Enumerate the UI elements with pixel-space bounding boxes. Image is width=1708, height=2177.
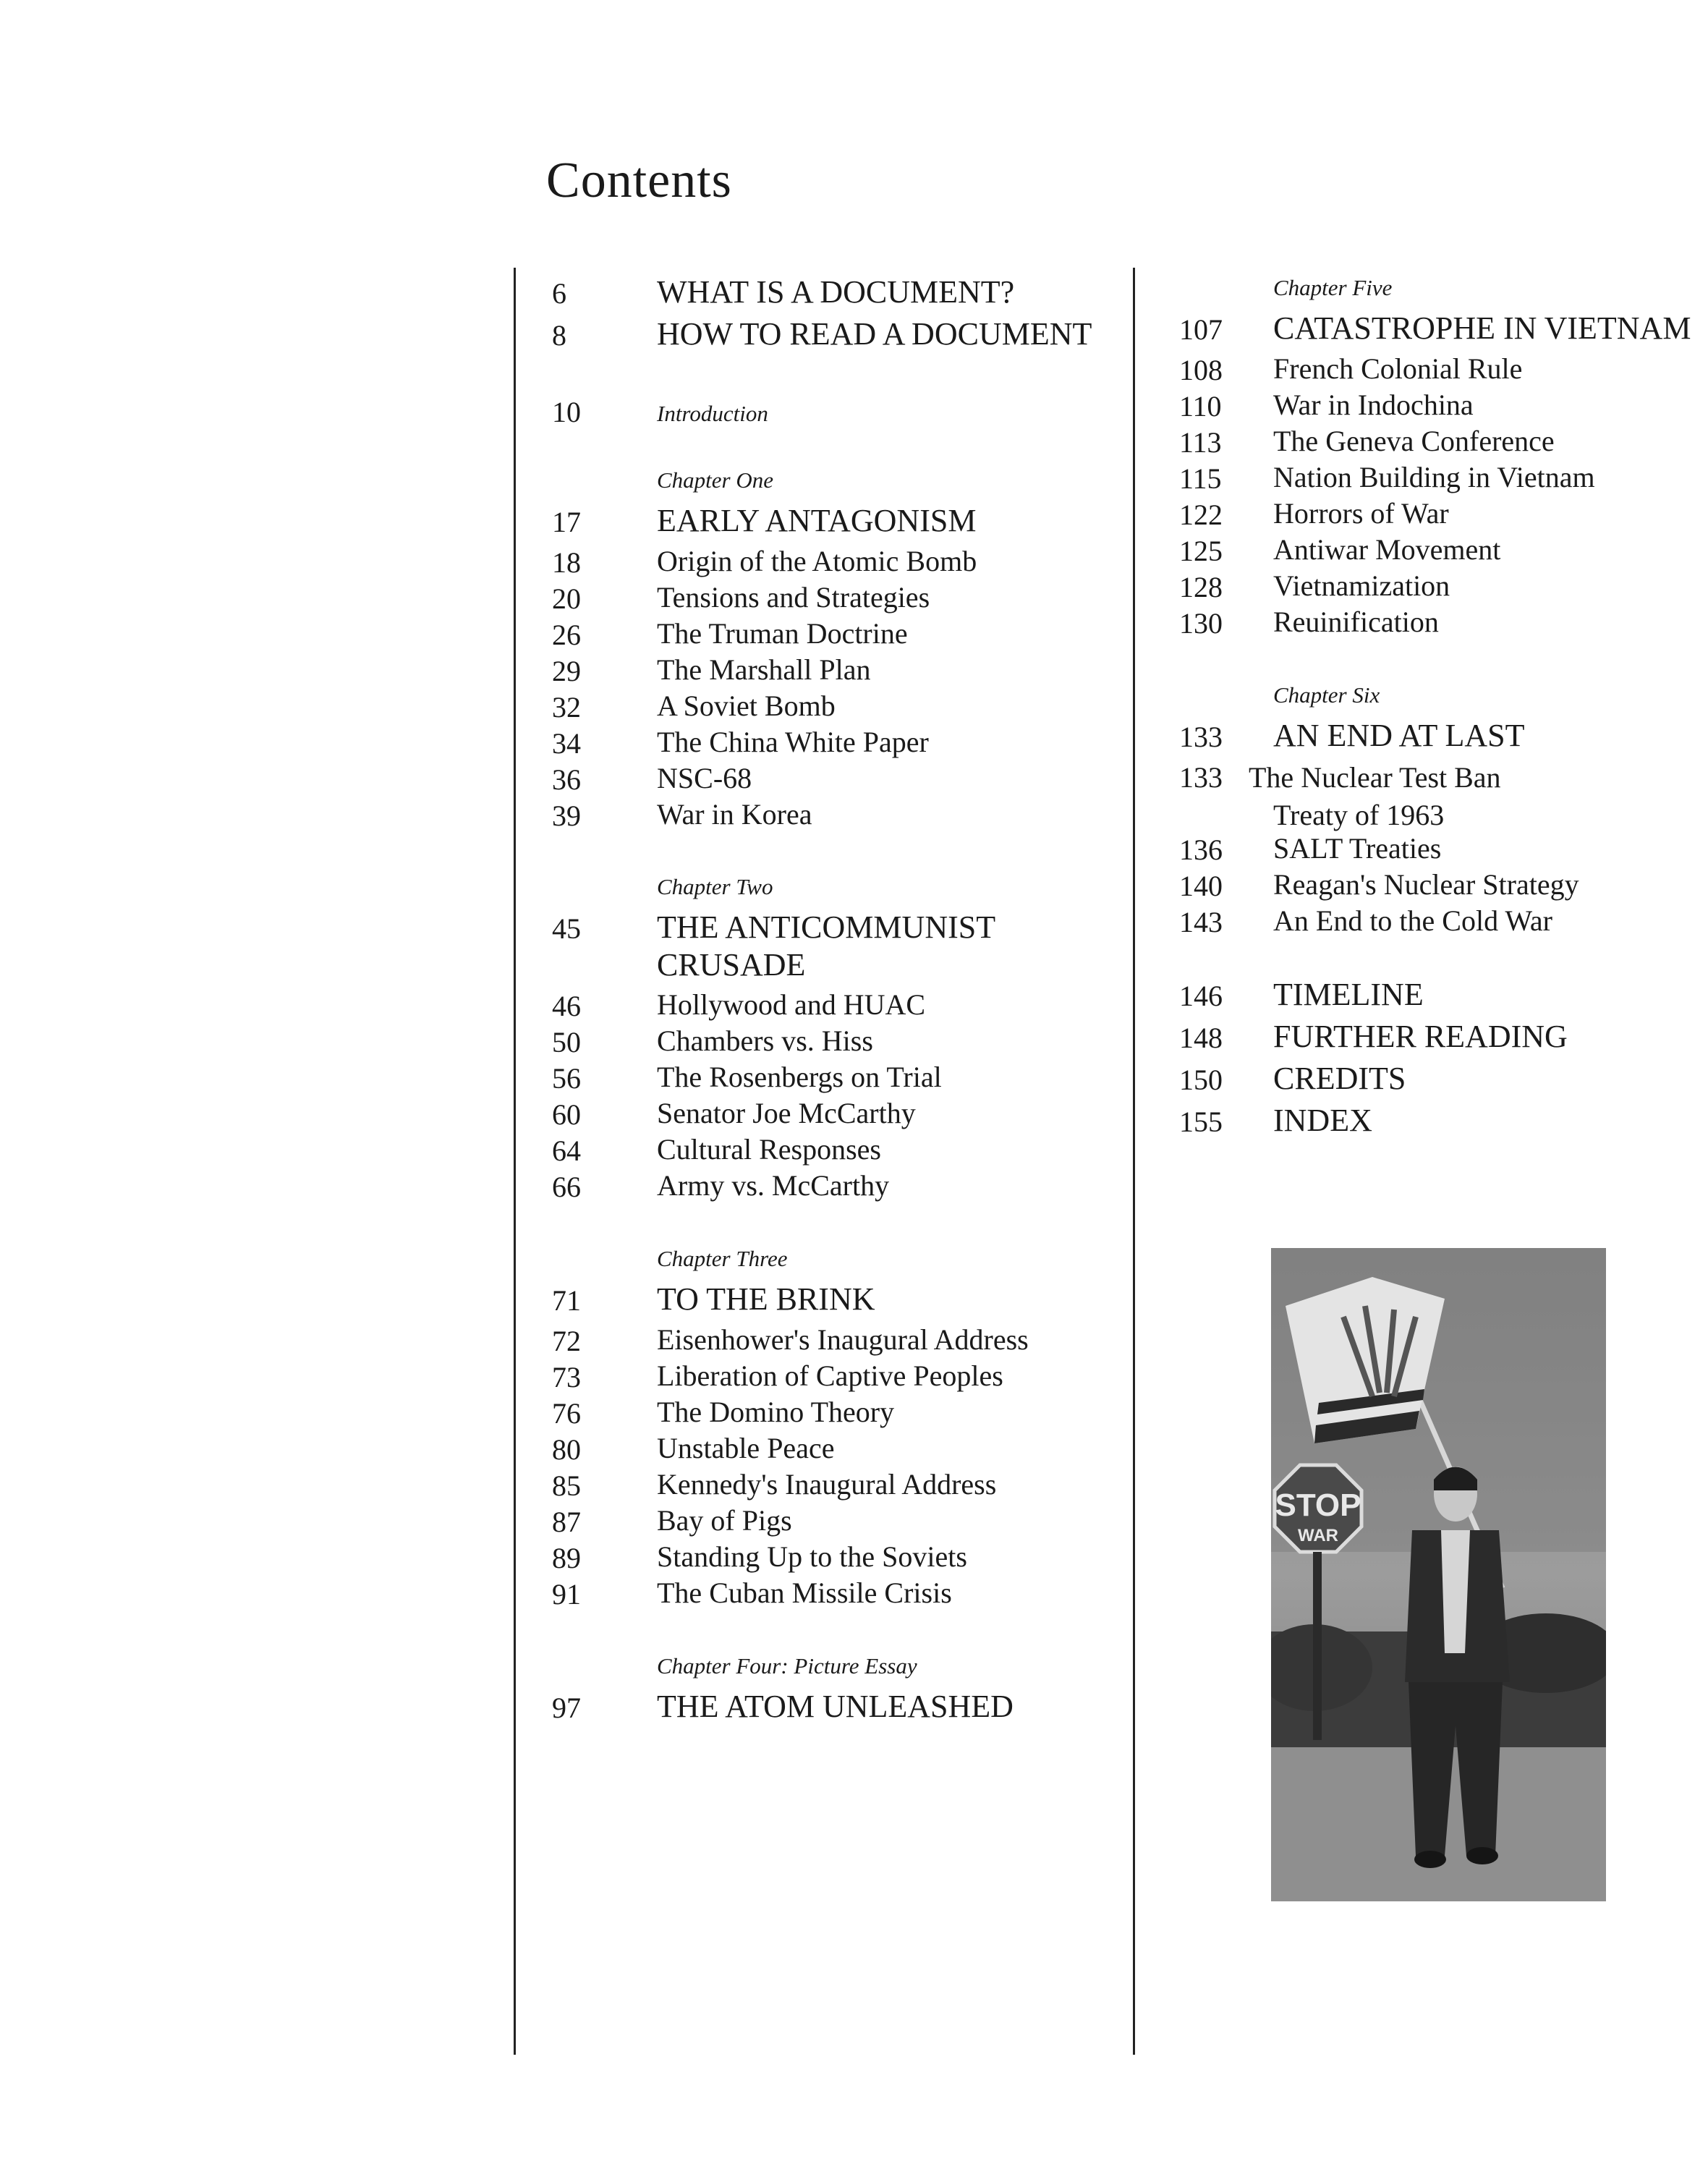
section-title: INDEX (1273, 1103, 1372, 1138)
subsection-title: Army vs. McCarthy (657, 1169, 890, 1202)
page-number: 17 (552, 506, 581, 538)
subsection-title: Nation Building in Vietnam (1273, 461, 1595, 493)
page-number: 46 (552, 990, 581, 1022)
subsection-title: The Nuclear Test Ban Treaty of 1963 (1249, 761, 1501, 831)
subsection-title: War in Indochina (1273, 389, 1474, 421)
page-number: 66 (552, 1171, 581, 1203)
subsection-title: Vietnamization (1273, 569, 1450, 602)
subsection-title: Reagan's Nuclear Strategy (1273, 868, 1579, 901)
subsection-title: Standing Up to the Soviets (657, 1540, 967, 1573)
page-number: 39 (552, 799, 581, 832)
page-number: 125 (1179, 535, 1223, 567)
chapter-label: Chapter One (657, 467, 774, 493)
left-column-rule (514, 268, 516, 2055)
page-number: 143 (1179, 906, 1223, 938)
page-number: 80 (552, 1433, 581, 1466)
subsection-title: A Soviet Bomb (657, 689, 836, 722)
section-title: TO THE BRINK (657, 1281, 875, 1317)
section-title: THE ANTICOMMUNIST CRUSADE (657, 909, 995, 983)
subsection-title: Hollywood and HUAC (657, 988, 926, 1021)
page-number: 91 (552, 1578, 581, 1611)
section-title: TIMELINE (1273, 977, 1424, 1012)
page-number: 45 (552, 912, 581, 945)
section-title: CATASTROPHE IN VIETNAM (1273, 310, 1691, 346)
page-number: 20 (552, 582, 581, 615)
page-title: Contents (546, 153, 732, 208)
subsection-title: The Marshall Plan (657, 653, 871, 686)
section-title: THE ATOM UNLEASHED (657, 1689, 1014, 1724)
subsection-title: Senator Joe McCarthy (657, 1097, 916, 1129)
chapter-label: Chapter Six (1273, 682, 1380, 708)
page-number: 107 (1179, 313, 1223, 346)
subsection-title: Origin of the Atomic Bomb (657, 545, 977, 577)
page-number: 76 (552, 1397, 581, 1430)
page-number: 64 (552, 1134, 581, 1167)
subsection-title: Cultural Responses (657, 1133, 881, 1166)
page-number: 56 (552, 1062, 581, 1095)
subsection-title: The China White Paper (657, 726, 929, 758)
subsection-title: The Geneva Conference (1273, 425, 1555, 457)
section-title: FURTHER READING (1273, 1019, 1568, 1054)
subsection-title: The Rosenbergs on Trial (657, 1061, 942, 1093)
page-number: 26 (552, 619, 581, 651)
page-number: 97 (552, 1692, 581, 1724)
page-number: 113 (1179, 426, 1222, 459)
subsection-title: Chambers vs. Hiss (657, 1024, 873, 1057)
chapter-label: Introduction (657, 401, 768, 426)
page-number: 29 (552, 655, 581, 687)
page-number: 73 (552, 1361, 581, 1393)
section-title: AN END AT LAST (1273, 718, 1525, 753)
page-number: 85 (552, 1469, 581, 1502)
subsection-title: NSC-68 (657, 762, 752, 794)
page-number: 148 (1179, 1022, 1223, 1054)
page-number: 8 (552, 319, 566, 352)
subsection-title: Liberation of Captive Peoples (657, 1359, 1003, 1392)
page-number: 146 (1179, 980, 1223, 1012)
subsection-title: Kennedy's Inaugural Address (657, 1468, 997, 1501)
page-number: 122 (1179, 498, 1223, 531)
subsection-title: Antiwar Movement (1273, 533, 1501, 566)
subsection-title: Bay of Pigs (657, 1504, 792, 1537)
page-number: 60 (552, 1098, 581, 1131)
page-number: 140 (1179, 870, 1223, 902)
page-number: 133 (1179, 721, 1223, 753)
page-number: 133 (1179, 761, 1223, 794)
stop-sign-text: STOP (1275, 1488, 1361, 1523)
page-number: 110 (1179, 390, 1222, 423)
section-title: EARLY ANTAGONISM (657, 503, 977, 538)
page-number: 10 (552, 396, 581, 428)
page-number: 87 (552, 1506, 581, 1538)
subsection-title: War in Korea (657, 798, 812, 831)
subsection-title: An End to the Cold War (1273, 904, 1552, 937)
section-title: CREDITS (1273, 1061, 1406, 1096)
chapter-label: Chapter Three (657, 1246, 788, 1271)
subsection-title: The Truman Doctrine (657, 617, 908, 650)
page-number: 32 (552, 691, 581, 723)
page-number: 18 (552, 546, 581, 579)
page-number: 50 (552, 1026, 581, 1058)
page-number: 108 (1179, 354, 1223, 386)
stop-sign-subtext: WAR (1298, 1526, 1338, 1545)
subsection-title: The Domino Theory (657, 1396, 895, 1428)
subsection-title: Eisenhower's Inaugural Address (657, 1323, 1029, 1356)
page-number: 36 (552, 763, 581, 796)
subsection-title: French Colonial Rule (1273, 352, 1523, 385)
page-number: 136 (1179, 833, 1223, 866)
page-number: 6 (552, 277, 566, 310)
page-number: 115 (1179, 462, 1222, 495)
subsection-title: SALT Treaties (1273, 832, 1442, 865)
chapter-label: Chapter Two (657, 874, 773, 899)
page-number: 71 (552, 1284, 581, 1317)
subsection-title: Horrors of War (1273, 497, 1449, 530)
subsection-title: Unstable Peace (657, 1432, 835, 1464)
antiwar-protest-photo (1271, 1248, 1606, 1901)
page-number: 155 (1179, 1106, 1223, 1138)
page-number: 128 (1179, 571, 1223, 603)
right-column-rule (1133, 268, 1135, 2055)
page-number: 130 (1179, 607, 1223, 640)
page-number: 72 (552, 1325, 581, 1357)
page-number: 150 (1179, 1064, 1223, 1096)
subsection-title: Tensions and Strategies (657, 581, 930, 614)
page-number: 89 (552, 1542, 581, 1574)
subsection-title: The Cuban Missile Crisis (657, 1576, 952, 1609)
section-title: HOW TO READ A DOCUMENT (657, 316, 1092, 352)
page-number: 34 (552, 727, 581, 760)
subsection-title: Reuinification (1273, 606, 1439, 638)
chapter-label: Chapter Five (1273, 275, 1393, 300)
section-title: WHAT IS A DOCUMENT? (657, 274, 1015, 310)
chapter-label: Chapter Four: Picture Essay (657, 1653, 917, 1679)
